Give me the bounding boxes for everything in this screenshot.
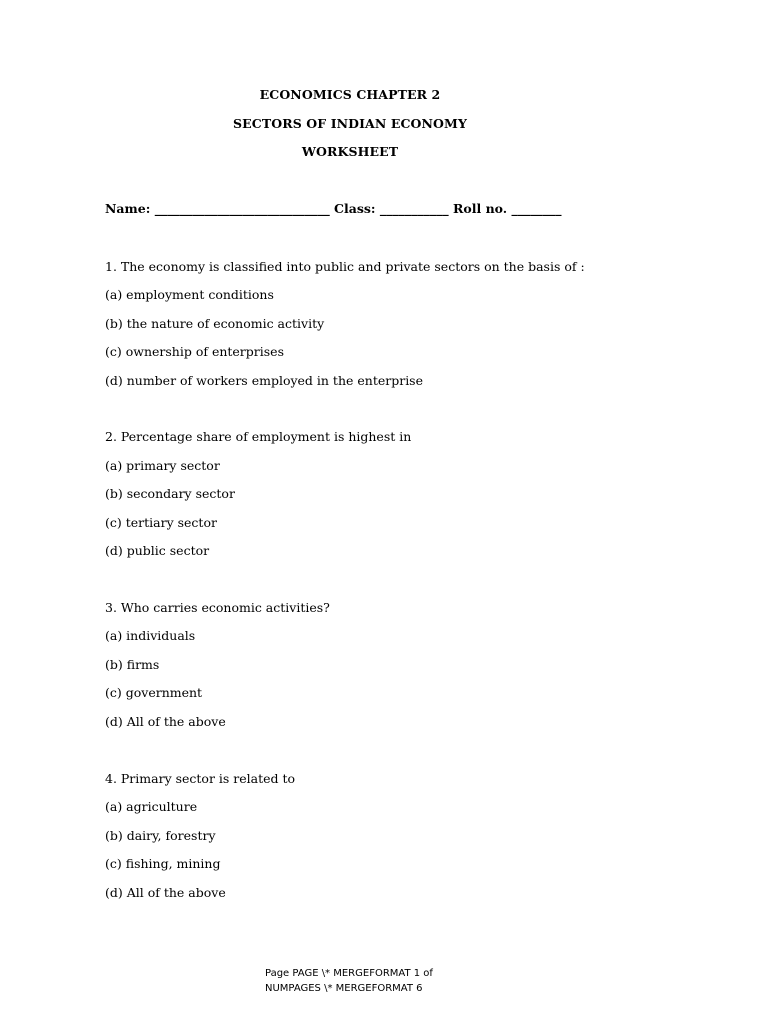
- question-4-option-c: (c) fishing, mining: [105, 856, 221, 871]
- question-2-option-c: (c) tertiary sector: [105, 515, 217, 530]
- question-1: 1. The economy is classified into public and private sectors on the basis of :: [105, 259, 585, 274]
- question-2: 2. Percentage share of employment is highest in: [105, 429, 412, 444]
- question-2-option-d: (d) public sector: [105, 543, 210, 558]
- question-1-option-d: (d) number of workers employed in the enterprise: [105, 373, 423, 388]
- question-4-option-b: (b) dairy, forestry: [105, 828, 216, 843]
- page-footer: [265, 966, 433, 996]
- student-info-line: [105, 201, 562, 216]
- question-4-option-a: (a) agriculture: [105, 799, 198, 814]
- document-subtitle: SECTORS OF INDIAN ECONOMY: [233, 116, 467, 131]
- question-4: 4. Primary sector is related to: [105, 771, 296, 786]
- class-label: Class:: [334, 201, 376, 216]
- question-3-option-d: (d) All of the above: [105, 714, 226, 729]
- class-blank: ___________: [379, 201, 449, 216]
- question-1-option-a: (a) employment conditions: [105, 287, 274, 302]
- name-label: Name:: [105, 201, 151, 216]
- name-blank: ____________________________: [154, 201, 330, 216]
- question-3-option-c: (c) government: [105, 685, 203, 700]
- footer-line-1: Page PAGE \* MERGEFORMAT 1 of: [265, 968, 433, 979]
- question-4-option-d: (d) All of the above: [105, 885, 226, 900]
- roll-label: Roll no.: [453, 201, 508, 216]
- question-2-option-b: (b) secondary sector: [105, 486, 235, 501]
- question-2-option-a: (a) primary sector: [105, 458, 220, 473]
- roll-blank: ________: [511, 201, 562, 216]
- question-3-option-b: (b) firms: [105, 657, 160, 672]
- question-1-option-b: (b) the nature of economic activity: [105, 316, 325, 331]
- document-title: ECONOMICS CHAPTER 2: [259, 87, 441, 102]
- question-3: 3. Who carries economic activities?: [105, 600, 330, 615]
- question-3-option-a: (a) individuals: [105, 628, 196, 643]
- footer-line-2: NUMPAGES \* MERGEFORMAT 6: [265, 983, 423, 994]
- document-heading: WORKSHEET: [301, 144, 399, 159]
- question-1-option-c: (c) ownership of enterprises: [105, 344, 284, 359]
